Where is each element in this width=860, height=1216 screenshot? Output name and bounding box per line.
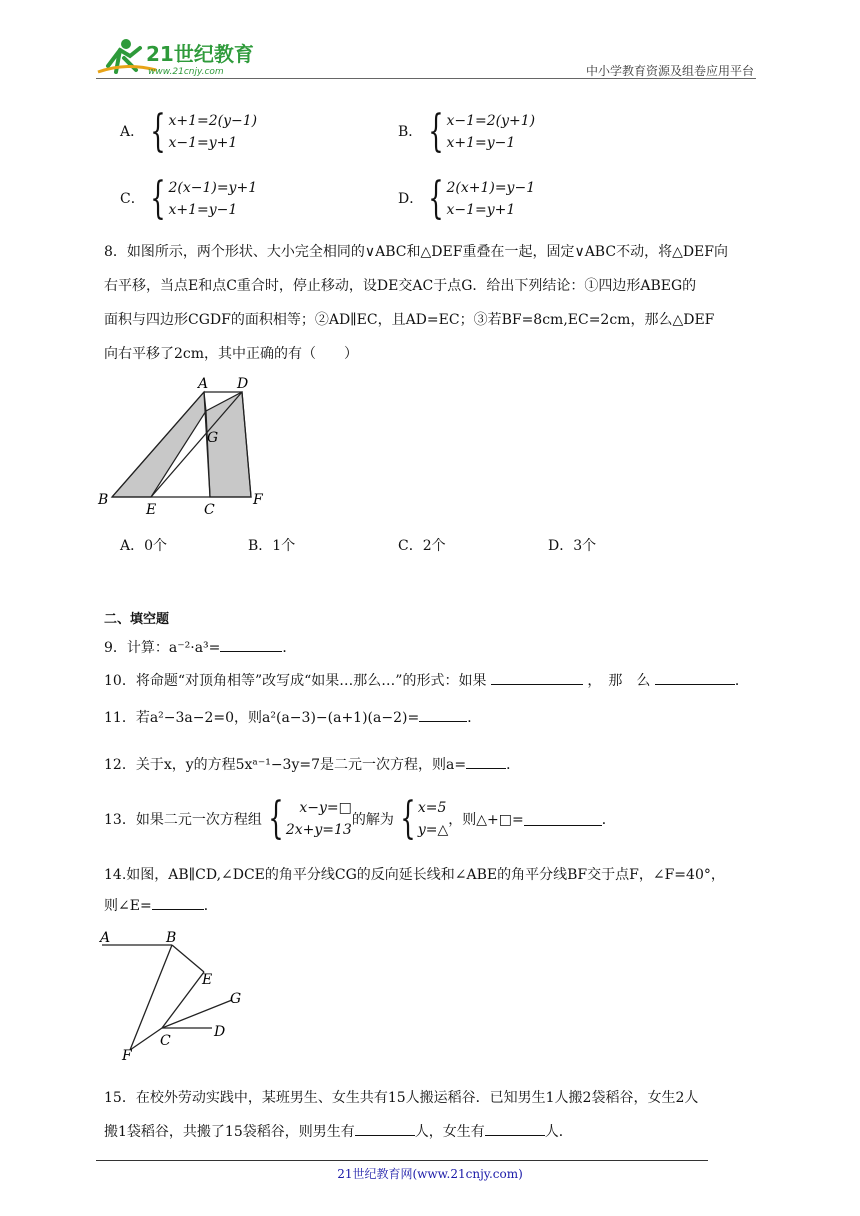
q8-label-d: D: [237, 376, 249, 392]
q7-a-eq1: x+1=2(y−1): [168, 113, 258, 129]
site-logo: [96, 36, 256, 78]
q9: 9．计算：a⁻²·a³= ．: [104, 640, 297, 656]
q14-line1: 14.如图，AB∥CD,∠DCE的角平分线CG的反向延长线和∠ABE的角平分线BF交于点F，∠F=40°，: [104, 867, 725, 883]
q8-label-e: E: [146, 502, 157, 518]
q8-option-d: D．3个: [548, 538, 597, 554]
q15-line1: 15．在校外劳动实践中，某班男生、女生共有15人搬运稻谷．已知男生1人搬2袋稻谷，女生2人: [104, 1090, 699, 1106]
q7-option-d: D． { 2(x+1)=y−1 x−1=y+1: [398, 173, 536, 224]
q9-blank: [220, 638, 282, 652]
q14-blank: [152, 896, 204, 910]
q7-c-eq2: x+1=y−1: [168, 202, 238, 218]
q10-blank-then: [655, 671, 735, 685]
q7-c-eq1: 2(x−1)=y+1: [168, 180, 258, 196]
q12: 12．关于x，y的方程5xᵃ⁻¹−3y=7是二元一次方程，则a= ．: [104, 757, 521, 773]
q10: 10．将命题“对顶角相等”改写成“如果…那么…”的形式：如果 ， 那 么 ．: [104, 673, 749, 689]
q8-option-c: C．2个: [398, 538, 446, 554]
q14-label-g: G: [230, 991, 242, 1007]
q14-label-b: B: [166, 930, 177, 946]
q8-line2: 右平移，当点E和点C重合时，停止移动，设DE交AC于点G．给出下列结论：①四边形ABEG的: [104, 278, 697, 294]
q15-blank-girls: [485, 1122, 545, 1136]
footer-link[interactable]: 21世纪教育网(www.21cnjy.com): [337, 1167, 523, 1181]
q8-line3: 面积与四边形CGDF的面积相等；②AD∥EC，且AD=EC；③若BF=8cm,EC=2cm，那么△DEF: [104, 312, 715, 328]
footer-divider: [96, 1160, 708, 1161]
q11: 11．若a²−3a−2=0，则a²(a−3)−(a+1)(a−2)= ．: [104, 710, 482, 726]
header-platform-text: 中小学教育资源及组卷应用平台: [585, 64, 754, 78]
q8-line1: 8．如图所示，两个形状、大小完全相同的∨ABC和△DEF重叠在一起，固定∨ABC不动，将△DEF向: [104, 244, 728, 260]
q8-label-a: A: [198, 376, 209, 392]
q8-label-b: B: [98, 492, 109, 508]
q7-b-eq2: x+1=y−1: [446, 135, 516, 151]
q8-figure: [96, 370, 276, 520]
logo-text: 21世纪教育: [146, 42, 254, 66]
q13: 13．如果二元一次方程组 { x−y=□ 2x+y=13 的解为 { x=5 y=△ ，则△+□= ．: [104, 793, 616, 844]
q7-b-eq1: x−1=2(y+1): [446, 113, 536, 129]
q14-label-c: C: [160, 1033, 171, 1049]
q7-option-b: B． { x−1=2(y+1) x+1=y−1: [398, 106, 536, 157]
q14-line2: 则∠E= ．: [104, 898, 218, 914]
q12-blank: [466, 755, 506, 769]
q8-label-g: G: [207, 430, 219, 446]
q8-line4: 向右平移了2cm，其中正确的有（ ）: [104, 346, 359, 362]
q8-label-f: F: [253, 492, 263, 508]
q13-blank: [524, 812, 602, 826]
q7-option-c: C． { 2(x−1)=y+1 x+1=y−1: [120, 173, 258, 224]
q7-d-eq1: 2(x+1)=y−1: [446, 180, 536, 196]
q8-label-c: C: [204, 502, 215, 518]
q15-blank-boys: [355, 1122, 415, 1136]
q15-line2: 搬1袋稻谷，共搬了15袋稻谷，则男生有 人，女生有 人．: [104, 1124, 573, 1140]
section-title: 二、填空题: [104, 612, 170, 627]
header-divider: [96, 78, 756, 79]
q7-a-eq2: x−1=y+1: [168, 135, 238, 151]
q7-option-a: A． { x+1=2(y−1) x−1=y+1: [120, 106, 258, 157]
q11-blank: [419, 708, 467, 722]
q14-label-a: A: [100, 930, 111, 946]
q7-d-eq2: x−1=y+1: [446, 202, 516, 218]
q8-option-b: B．1个: [248, 538, 296, 554]
q14-label-e: E: [202, 972, 213, 988]
q8-option-a: A．0个: [120, 538, 168, 554]
q14-label-d: D: [214, 1024, 226, 1040]
q10-blank-if: [491, 671, 583, 685]
logo-url: www.21cnjy.com: [148, 67, 224, 77]
q14-figure: [96, 928, 266, 1068]
q14-label-f: F: [122, 1048, 132, 1064]
